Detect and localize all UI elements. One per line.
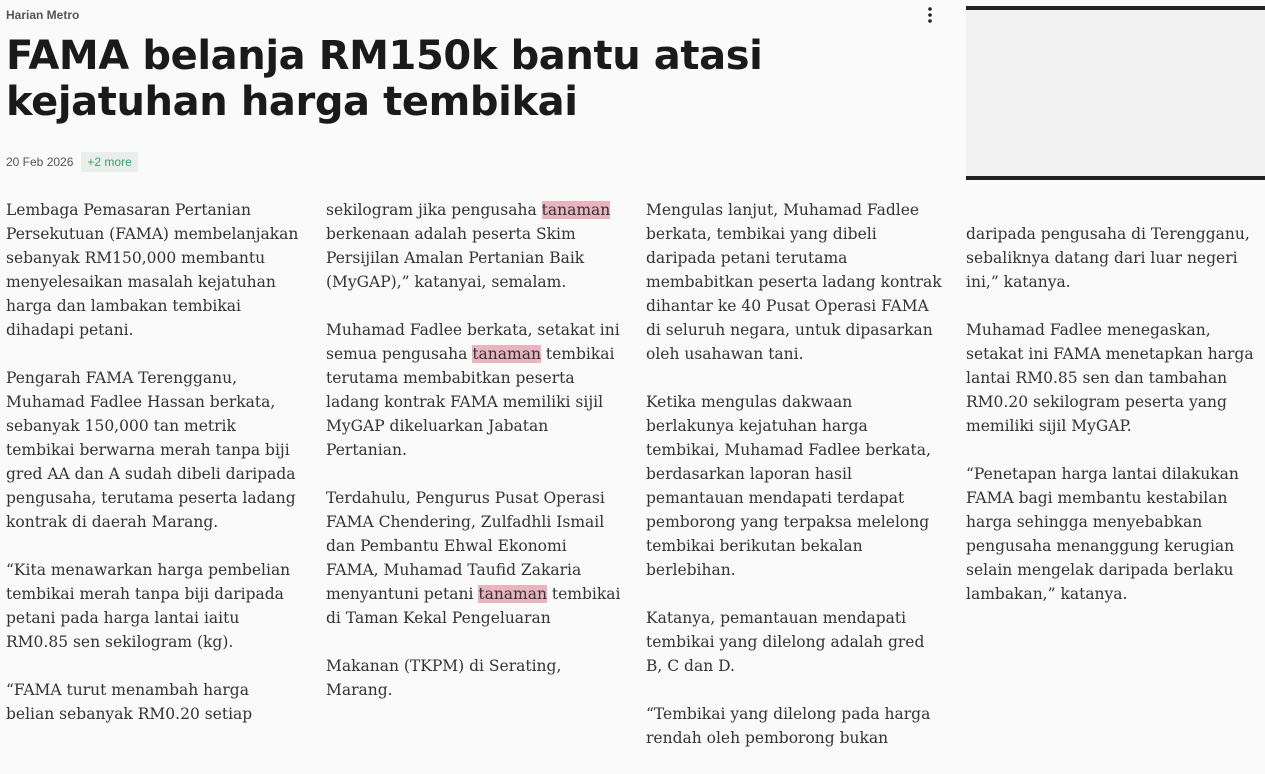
paragraph: Muhamad Fadlee berkata, setakat ini semua pengusaha tanaman tembikai terutama membabitkan peserta ladang kontrak FAMA memiliki sijil MyGAP dikeluarkan Jabatan Pertanian. bbox=[326, 321, 620, 459]
publisher-name: Harian Metro bbox=[6, 8, 80, 22]
paragraph: Makanan (TKPM) di Serating, Marang. bbox=[326, 657, 562, 699]
paragraph: Mengulas lanjut, Muhamad Fadlee berkata, tembikai yang dibeli daripada petani terutama membabitkan peserta ladang kontrak dihantar ke 40 Pusat Operasi FAMA di seluruh negara, untuk dipasarkan oleh usahawan tani. bbox=[646, 201, 942, 363]
paragraph: “Kita menawarkan harga pembelian tembikai merah tanpa biji daripada petani pada harga lantai iaitu RM0.85 sen sekilogram (kg). bbox=[6, 561, 291, 651]
article-column-2 bbox=[326, 198, 622, 726]
paragraph: “Tembikai yang dilelong pada harga rendah oleh pemborong bukan bbox=[646, 705, 931, 747]
highlighted-term: tanaman bbox=[478, 585, 547, 603]
article-meta bbox=[6, 152, 138, 172]
highlighted-term: tanaman bbox=[472, 345, 541, 363]
article-column-1 bbox=[6, 198, 302, 750]
more-sources-badge[interactable]: +2 more bbox=[81, 152, 137, 172]
paragraph: Katanya, pemantauan mendapati tembikai yang dilelong adalah gred B, C dan D. bbox=[646, 609, 925, 675]
paragraph: sekilogram jika pengusaha tanaman berkenaan adalah peserta Skim Persijilan Amalan Pertanian Baik (MyGAP),” katanyai, semalam. bbox=[326, 201, 611, 291]
article-image[interactable] bbox=[966, 6, 1265, 180]
paragraph: Lembaga Pemasaran Pertanian Persekutuan (FAMA) membelanjakan sebanyak RM150,000 membantu menyelesaikan masalah kejatuhan harga dan lambakan tembikai dihadapi petani. bbox=[6, 201, 299, 339]
paragraph: “FAMA turut menambah harga belian sebanyak RM0.20 setiap bbox=[6, 681, 253, 723]
paragraph: daripada pengusaha di Terengganu, sebaliknya datang dari luar negeri ini,” katanya. bbox=[966, 225, 1250, 291]
article-column-3 bbox=[646, 198, 942, 774]
highlighted-term: tanaman bbox=[541, 201, 611, 219]
more-options-button[interactable] bbox=[918, 4, 942, 26]
paragraph: Ketika mengulas dakwaan berlakunya kejatuhan harga tembikai, Muhamad Fadlee berkata, berdasarkan laporan hasil pemantauan mendapati terdapat pemborong yang terpaksa melelong tembikai berikutan bekalan berlebihan. bbox=[646, 393, 931, 579]
paragraph: Pengarah FAMA Terengganu, Muhamad Fadlee Hassan berkata, sebanyak 150,000 tan metrik tembikai berwarna merah tanpa biji gred AA dan A sudah dibeli daripada pengusaha, terutama peserta ladang kontrak di daerah Marang. bbox=[6, 369, 296, 531]
paragraph: Muhamad Fadlee menegaskan, setakat ini FAMA menetapkan harga lantai RM0.85 sen dan tambahan RM0.20 sekilogram peserta yang memiliki sijil MyGAP. bbox=[966, 321, 1254, 435]
more-vertical-icon bbox=[928, 7, 932, 23]
article-column-4 bbox=[966, 222, 1256, 630]
paragraph: “Penetapan harga lantai dilakukan FAMA bagi membantu kestabilan harga sehingga menyebabkan pengusaha menanggung kerugian selain mengelak daripada berlaku lambakan,” katanya. bbox=[966, 465, 1239, 603]
article-title: FAMA belanja RM150k bantu atasi kejatuhan harga tembikai bbox=[6, 33, 763, 125]
article-date: 20 Feb 2026 bbox=[6, 155, 74, 169]
paragraph: Terdahulu, Pengurus Pusat Operasi FAMA Chendering, Zulfadhli Ismail dan Pembantu Ehwal Ekonomi FAMA, Muhamad Taufid Zakaria menyantuni petani tanaman tembikai di Taman Kekal Pengeluaran bbox=[326, 489, 621, 627]
